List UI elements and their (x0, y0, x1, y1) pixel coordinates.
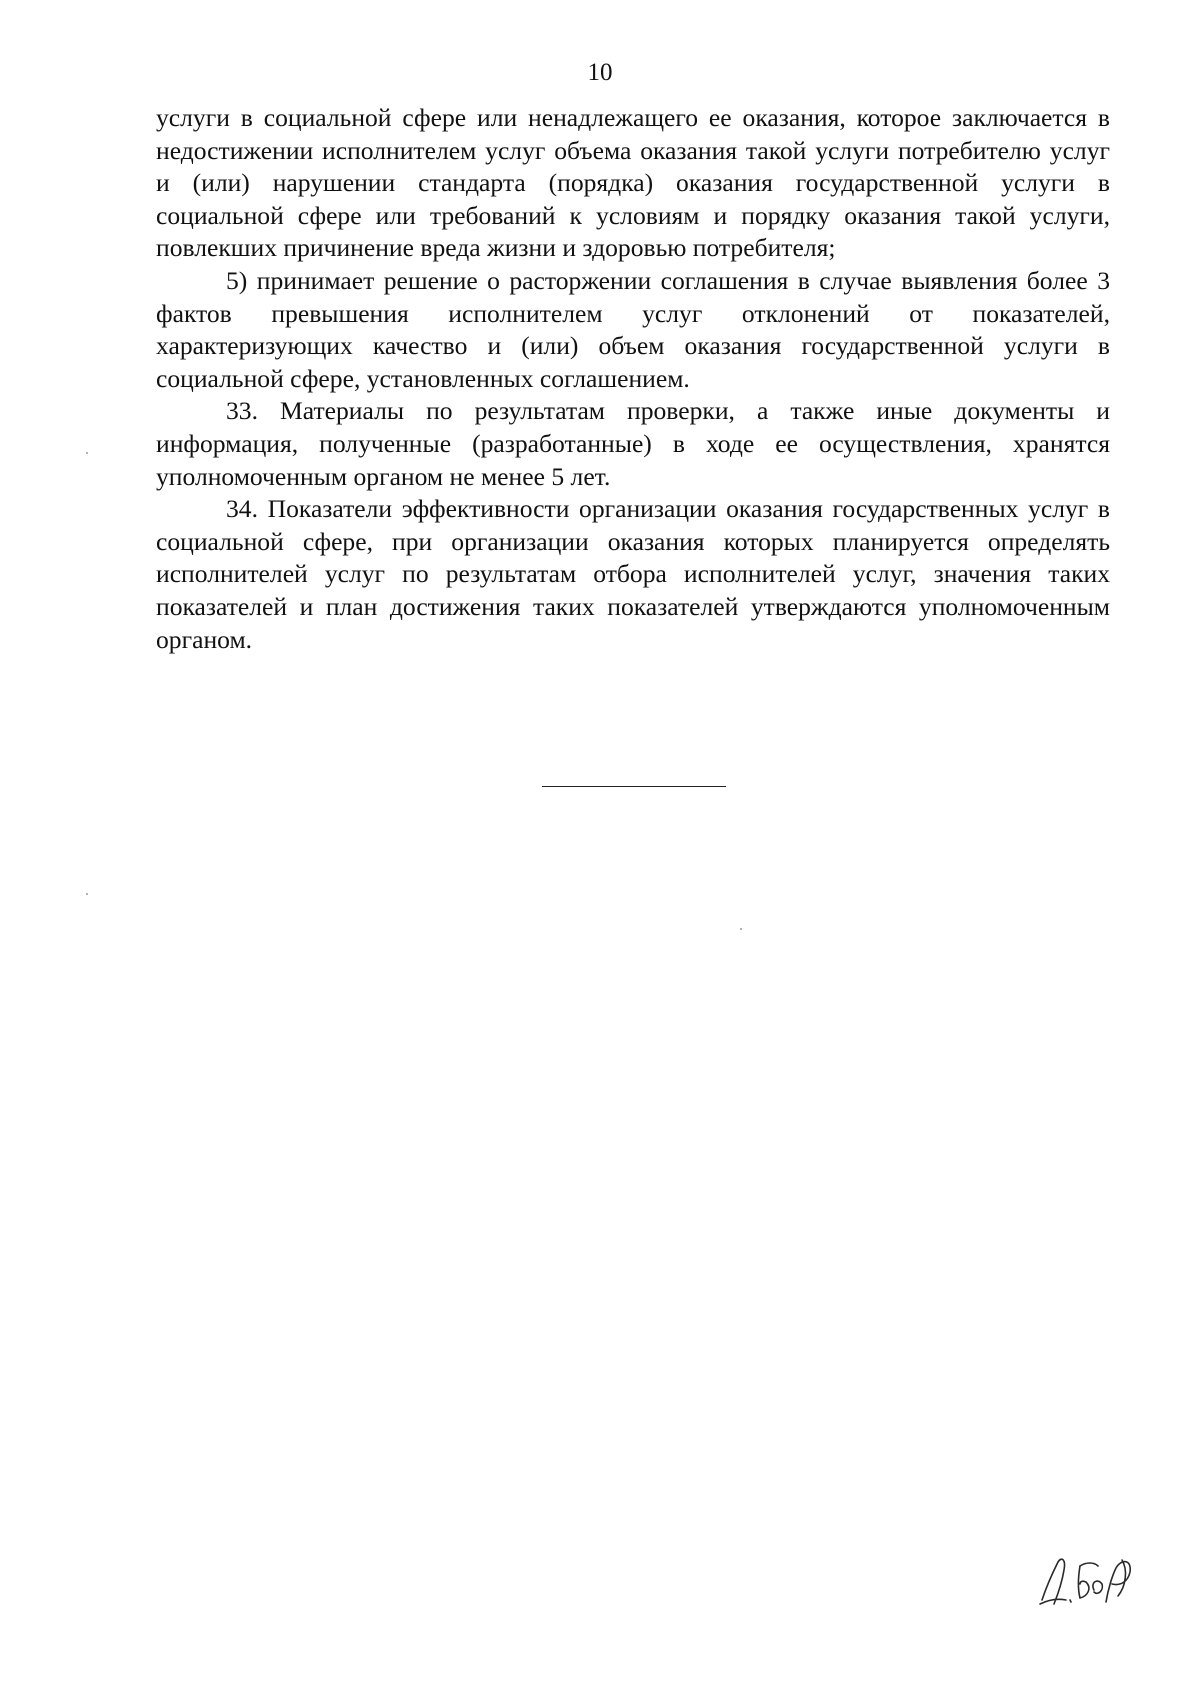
paragraph-item-33: 33. Материалы по результатам проверки, а также иные документы и информация, полученные (разработанные) в ходе ее осуществления, хранятся уполномоченным органом не менее 5 лет. (156, 396, 1110, 491)
document-body (156, 102, 1110, 656)
paragraph-item-34: 34. Показатели эффективности организации оказания государственных услуг в социальной сфере, при организации оказания которых планируется определять исполнителей услуг по результатам отбора исполнителей услуг, значения таких показателей и план достижения таких показателей утверждаются уполномоченным органом. (156, 494, 1110, 654)
page-number: 10 (587, 59, 613, 86)
paragraph-continuation: услуги в социальной сфере или ненадлежащего ее оказания, которое заключается в недостижении исполнителем услуг объема оказания такой услуги потребителю услуг и (или) нарушении стандарта (порядка) оказания государственной услуги в социальной сфере или требований к условиям и порядку оказания такой услуги, повлекших причинение вреда жизни и здоровью потребителя; (156, 103, 1110, 263)
handwritten-signature (1036, 1546, 1140, 1610)
end-of-text-rule (542, 786, 726, 787)
scan-speck (86, 893, 88, 895)
scan-speck (740, 928, 742, 930)
scan-speck (86, 452, 88, 454)
paragraph-item-5: 5) принимает решение о расторжении соглашения в случае выявления более 3 фактов превышения исполнителем услуг отклонений от показателей, характеризующих качество и (или) объем оказания государственной услуги в социальной сфере, установленных соглашением. (156, 265, 1110, 393)
